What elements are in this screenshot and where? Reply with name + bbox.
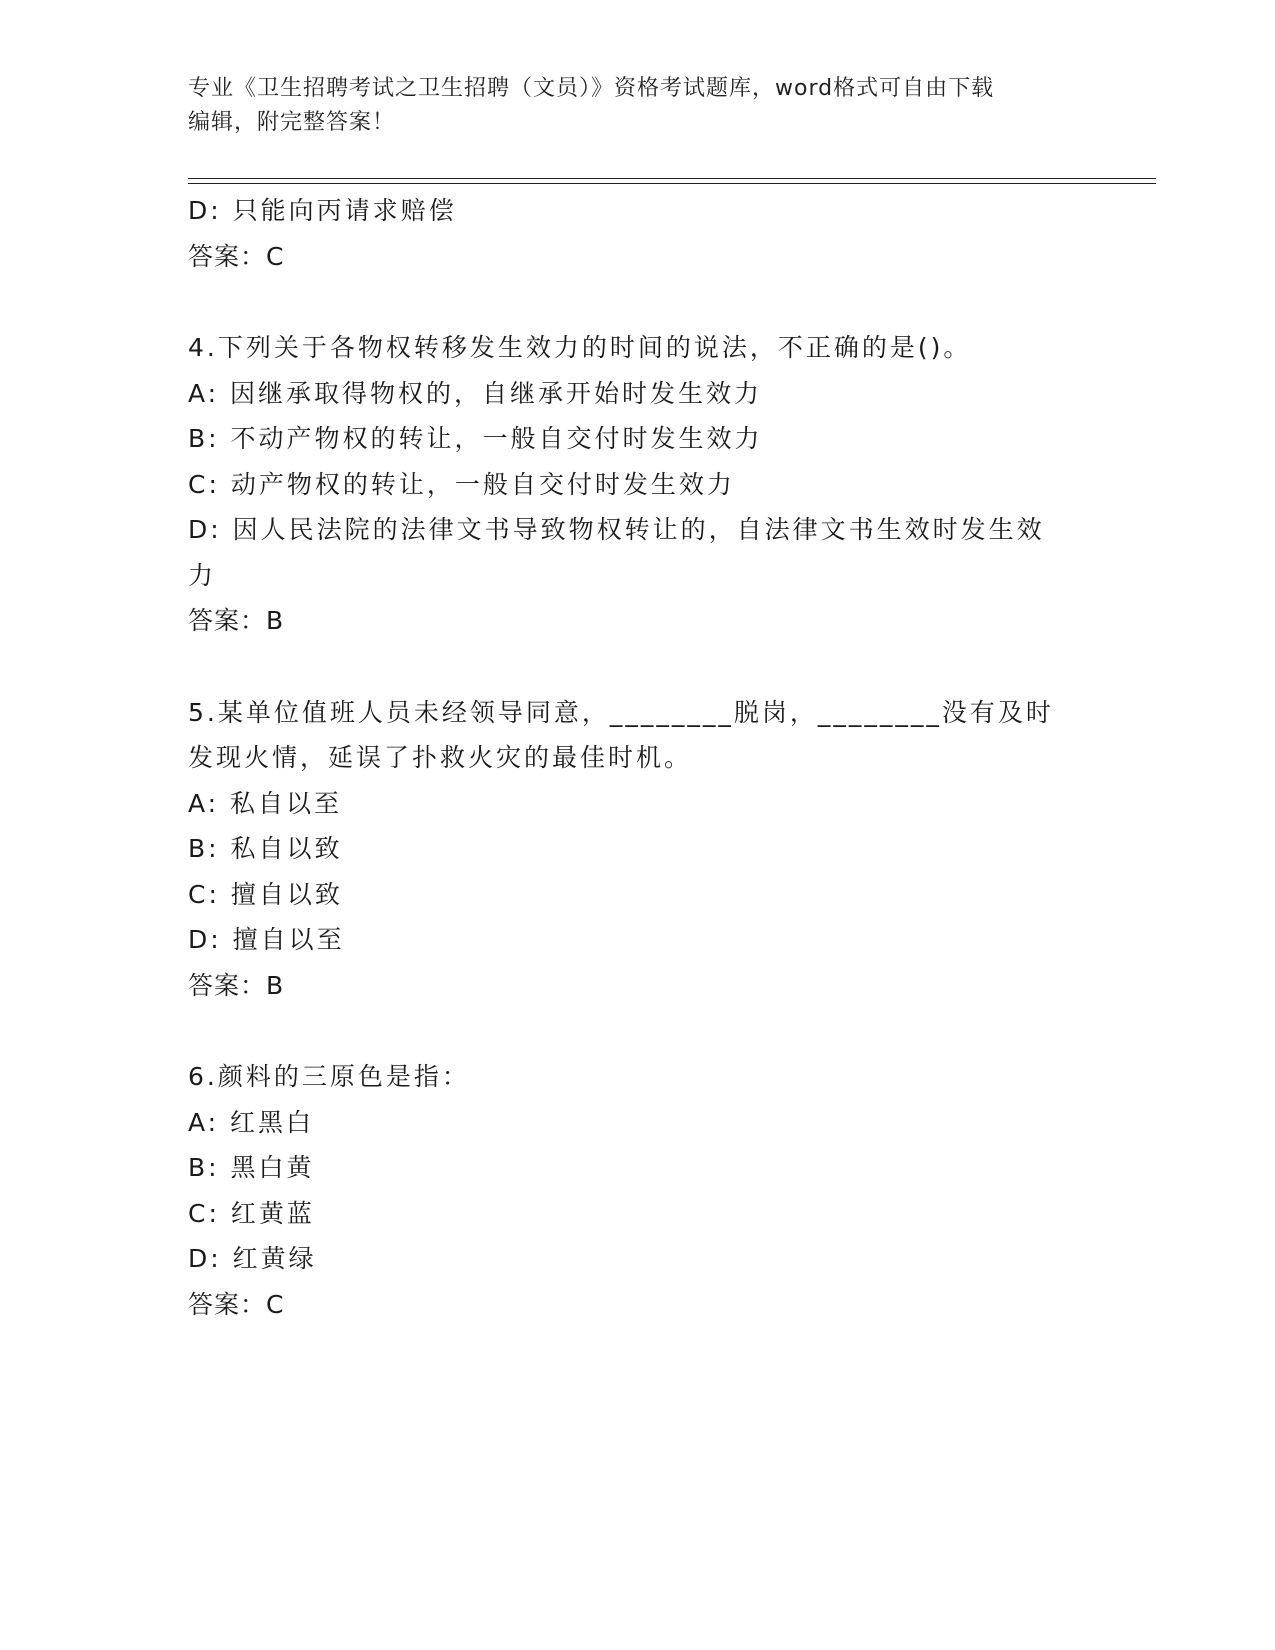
header-line-1: 专业《卫生招聘考试之卫生招聘（文员）》资格考试题库，word格式可自由下载 <box>188 76 995 101</box>
document-header <box>188 72 1088 140</box>
spacer <box>188 1008 1088 1054</box>
option-b: B: 不动产物权的转让，一般自交付时发生效力 <box>188 424 763 453</box>
option-c: C: 动产物权的转让，一般自交付时发生效力 <box>188 469 735 499</box>
option-c: C: 擅自以致 <box>188 879 343 909</box>
option-d: D: 红黄绿 <box>188 1244 317 1273</box>
spacer <box>188 279 1088 325</box>
question-stem: 6.颜料的三原色是指： <box>188 1062 470 1091</box>
option-d: D: 只能向丙请求赔偿 <box>188 196 457 225</box>
question-content <box>188 188 1088 1327</box>
question-stem: 5.某单位值班人员未经领导同意，________脱岗，________没有及时 <box>188 697 1054 727</box>
answer-line: 答案：B <box>188 606 285 635</box>
option-b: B: 黑白黄 <box>188 1153 315 1182</box>
question-stem: 4.下列关于各物权转移发生效力的时间的说法，不正确的是()。 <box>188 333 972 362</box>
answer-line: 答案：C <box>188 241 285 271</box>
question-4 <box>188 325 1088 644</box>
option-d: D: 擅自以至 <box>188 925 345 954</box>
header-line-2: 编辑，附完整答案！ <box>188 110 396 135</box>
question-6 <box>188 1054 1088 1327</box>
option-b: B: 私自以致 <box>188 834 343 863</box>
question-5 <box>188 690 1088 1009</box>
header-divider-top <box>188 178 1156 179</box>
question-stem-continuation: 发现火情，延误了扑救火灾的最佳时机。 <box>188 743 693 772</box>
option-c: C: 红黄蓝 <box>188 1198 315 1228</box>
option-a: A: 红黑白 <box>188 1107 315 1137</box>
option-a: A: 因继承取得物权的，自继承开始时发生效力 <box>188 378 763 408</box>
answer-line: 答案：B <box>188 970 285 1000</box>
spacer <box>188 644 1088 690</box>
answer-line: 答案：C <box>188 1289 285 1319</box>
option-d-continuation: 力 <box>188 560 217 590</box>
option-d: D: 因人民法院的法律文书导致物权转让的，自法律文书生效时发生效 <box>188 515 1045 544</box>
previous-question-fragment <box>188 188 1088 279</box>
header-divider-bottom <box>188 183 1156 184</box>
option-a: A: 私自以至 <box>188 788 343 818</box>
